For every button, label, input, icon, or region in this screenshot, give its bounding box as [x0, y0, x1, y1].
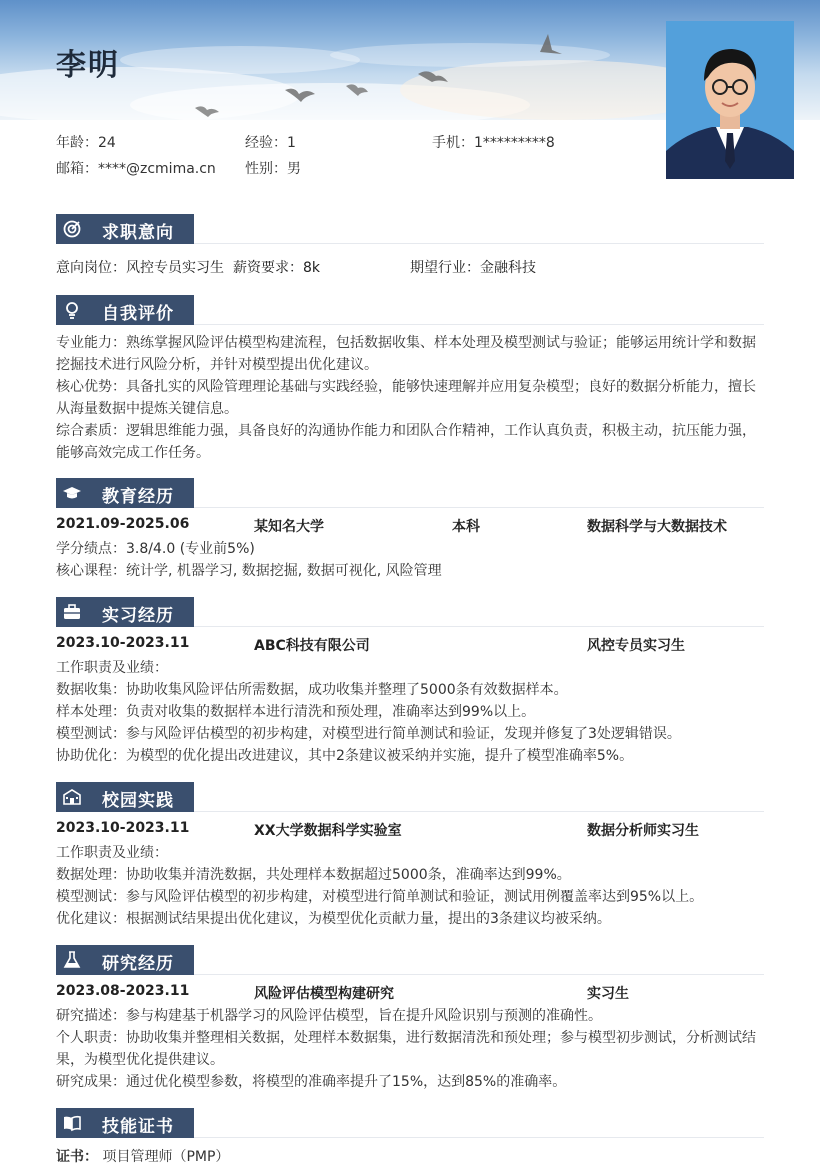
internship-row [56, 635, 764, 657]
section-title: 校园实践 [102, 791, 174, 811]
section-education [56, 478, 764, 582]
lightbulb-icon [62, 300, 82, 320]
research-line: 研究成果：通过优化模型参数，将模型的准确率提升了15%，达到85%的准确率。 [56, 1074, 567, 1090]
section-title: 自我评价 [102, 304, 174, 324]
section-header [56, 945, 764, 975]
graduation-cap-icon [62, 483, 82, 503]
intern-line: 工作职责及业绩： [56, 660, 168, 676]
section-header [56, 782, 764, 812]
campus-org: XX大学数据科学实验室 [254, 823, 402, 839]
intern-line: 数据收集：协助收集风险评估所需数据，成功收集并整理了5000条有效数据样本。 [56, 682, 568, 698]
edu-courses: 核心课程：统计学, 机器学习, 数据挖掘, 数据可视化, 风险管理 [56, 563, 442, 579]
campus-line: 工作职责及业绩： [56, 845, 168, 861]
target-icon [62, 219, 82, 239]
section-campus-practice [56, 782, 764, 930]
briefcase-icon [62, 602, 82, 622]
edu-degree: 本科 [452, 519, 480, 535]
school-building-icon [62, 787, 82, 807]
edu-major: 数据科学与大数据技术 [587, 519, 727, 535]
section-header [56, 1108, 764, 1138]
intent-industry: 期望行业：金融科技 [410, 260, 536, 276]
section-header [56, 597, 764, 627]
edu-date: 2021.09-2025.06 [56, 516, 190, 532]
research-line: 研究描述：参与构建基于机器学习的风险评估模型，旨在提升风险识别与预测的准确性。 [56, 1008, 602, 1024]
campus-line: 模型测试：参与风险评估模型的初步构建，对模型进行简单测试和验证，测试用例覆盖率达到95%以上。 [56, 889, 704, 905]
section-job-intent [56, 214, 764, 279]
section-header [56, 214, 764, 244]
intern-line: 协助优化：为模型的优化提出改进建议，其中2条建议被采纳并实施，提升了模型准确率5%。 [56, 748, 634, 764]
research-line: 个人职责：协助收集并整理相关数据，处理样本数据集，进行数据清洗和预处理；参与模型初步测试，分析测试结果，为模型优化提供建议。 [56, 1030, 756, 1068]
edu-gpa: 学分绩点：3.8/4.0 (专业前5%) [56, 541, 255, 557]
section-header [56, 295, 764, 325]
profile-photo [666, 21, 794, 179]
edu-school: 某知名大学 [254, 519, 324, 535]
info-email: 邮箱：****@zcmima.cn [56, 161, 216, 177]
intern-org: ABC科技有限公司 [254, 638, 370, 654]
research-project: 风险评估模型构建研究 [254, 986, 394, 1002]
section-title: 研究经历 [102, 954, 174, 974]
self-eval-line: 综合素质：逻辑思维能力强，具备良好的沟通协作能力和团队合作精神，工作认真负责，积极主动，抗压能力强，能够高效完成工作任务。 [56, 423, 756, 461]
campus-line: 数据处理：协助收集并清洗数据，共处理样本数据超过5000条，准确率达到99%。 [56, 867, 571, 883]
campus-row [56, 820, 764, 842]
open-book-icon [62, 1113, 82, 1133]
section-header [56, 478, 764, 508]
section-title: 技能证书 [102, 1117, 174, 1137]
intent-position: 意向岗位：风控专员实习生 [56, 260, 224, 276]
section-title: 教育经历 [102, 487, 174, 507]
cert-value: 项目管理师（PMP） [102, 1149, 230, 1165]
self-eval-line: 专业能力：熟练掌握风险评估模型构建流程，包括数据收集、样本处理及模型测试与验证；能够运用统计学和数据挖掘技术进行风险分析，并针对模型提出优化建议。 [56, 335, 756, 373]
section-title: 实习经历 [102, 606, 174, 626]
info-age: 年龄：24 [56, 135, 116, 151]
section-internship [56, 597, 764, 767]
intern-line: 模型测试：参与风险评估模型的初步构建，对模型进行简单测试和验证，发现并修复了3处逻辑错误。 [56, 726, 681, 742]
section-research [56, 945, 764, 1093]
intern-date: 2023.10-2023.11 [56, 635, 190, 651]
intent-salary: 薪资要求：8k [233, 260, 321, 276]
self-eval-line: 核心优势：具备扎实的风险管理理论基础与实践经验，能够快速理解并应用复杂模型；良好的数据分析能力，擅长从海量数据中提炼关键信息。 [56, 379, 756, 417]
intern-line: 样本处理：负责对收集的数据样本进行清洗和预处理，准确率达到99%以上。 [56, 704, 536, 720]
education-row [56, 516, 764, 538]
section-skills [56, 1108, 764, 1168]
info-phone: 手机：1*********8 [432, 135, 555, 151]
campus-line: 优化建议：根据测试结果提出优化建议，为模型优化贡献力量，提出的3条建议均被采纳。 [56, 911, 611, 927]
candidate-name: 李明 [56, 48, 120, 83]
flask-icon [62, 950, 82, 970]
section-title: 求职意向 [102, 223, 174, 243]
research-date: 2023.08-2023.11 [56, 983, 190, 999]
cert-label: 证书： [56, 1149, 98, 1165]
campus-date: 2023.10-2023.11 [56, 820, 190, 836]
info-experience: 经验：1 [245, 135, 296, 151]
research-row [56, 983, 764, 1005]
section-self-evaluation [56, 295, 764, 464]
info-gender: 性别：男 [245, 161, 301, 177]
research-role: 实习生 [587, 986, 629, 1002]
campus-role: 数据分析师实习生 [587, 823, 699, 839]
intern-role: 风控专员实习生 [587, 638, 685, 654]
